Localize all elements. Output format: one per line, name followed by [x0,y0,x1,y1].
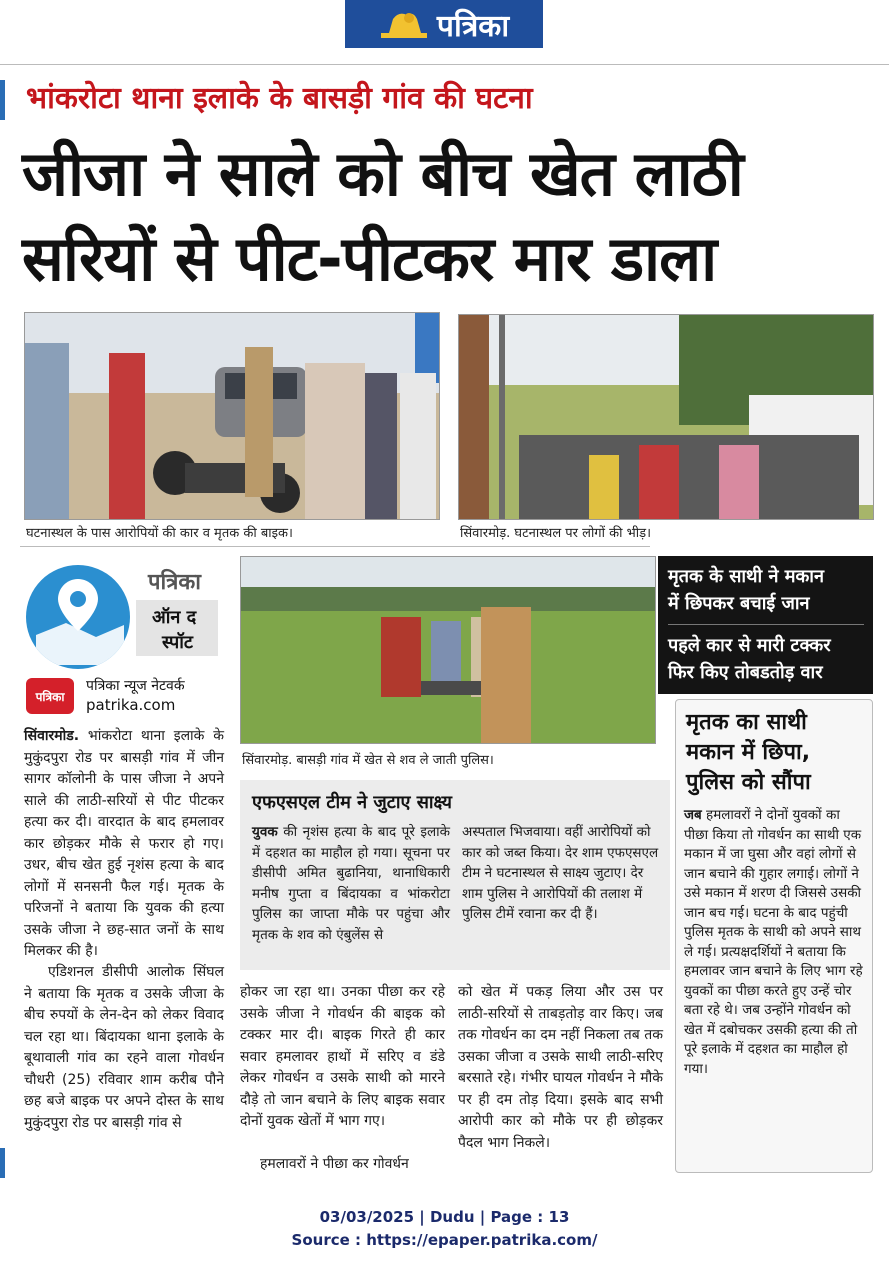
sidebar-heading-line-1: मृतक का साथी [686,710,807,735]
network-site: patrika.com [86,696,176,714]
sidebar-body [684,806,866,1079]
masthead-brand: पत्रिका [436,8,510,44]
footer-date-line: 03/03/2025 | Dudu | Page : 13 [319,1208,570,1226]
column-1-para-1 [24,726,224,963]
section-divider [20,546,650,547]
footer-source-line: Source : https://epaper.patrika.com/ [291,1231,598,1249]
network-logo: पत्रिका [26,678,74,714]
headline-line-2: सरियों से पीट-पीटकर मार डाला [22,222,717,295]
highlight-divider [668,624,864,625]
column-1-para-2: एडिशनल डीसीपी आलोक सिंघल ने बताया कि मृतक व उसके जीजा के बीच रुपयों के लेन-देन को लेकर विवाद चल रहा था। बिंदायका थाना इलाके के बूथावाली गांव का रहने वाला गोवर्धन चौधरी (25) रविवार शाम करीब पौने छह बजे बाइक पर अपने दोस्त के साथ मुकुंदपुरा रोड पर बासड़ी गांव से [24,964,224,1131]
accent-strip [0,80,5,120]
photo-crowd [458,314,874,520]
sidebar-heading-line-3: पुलिस को सौंपा [686,770,811,795]
dateline: सिंवारमोड. [24,728,80,744]
photo-field-police [240,556,656,744]
sidebar-lead: जब [684,807,702,823]
column-2-para-1: होकर जा रहा था। उनका पीछा कर रहे उसके जीजा ने गोवर्धन की बाइक को टक्कर मार दी। बाइक गिरते ही कार सवार हमलावर हाथों में सरिए व डंडे लेकर गोवर्धन व उसके साथी को मारने दौड़े तो जान बचाने के लिए बाइक सवार दोनों युवक खेतों में भाग गए। [240,984,445,1129]
photo-car-bike-image [25,313,439,519]
highlight-line-3: पहले कार से मारी टक्कर [668,635,831,656]
highlight-line-4: फिर किए तोबडतोड़ वार [668,662,823,683]
sidebar-heading-line-2: मकान में छिपा, [686,740,811,765]
lion-logo-icon [379,7,429,41]
sidebar-body-text: हमलावरों ने दोनों युवकों का पीछा किया तो गोवर्धन का साथी एक मकान में जा घुसा और वहां लोगों से जान बचाने की गुहार लगाई। लोगों ने उसे मकान में शरण दी जिससे उसकी जान बच गई। घटना के बाद पहुंची पुलिस मृतक के साथी को अपने साथ ले गई। प्रत्यक्षदर्शियों ने बताया कि हमलावर जान बचाने के लिए भाग रहे युवकों का पीछा करते हुए उन्हें चोर बता रहे थे। जब उन्होंने गोवर्धन को खेत में दबोचकर उसकी हत्या की तो पूरे इलाके में दहशत का माहौल हो गया। [684,807,863,1077]
fsl-heading: एफएसएल टीम ने जुटाए साक्ष्य [252,792,452,813]
headline-line-1: जीजा ने साले को बीच खेत लाठी [22,137,743,210]
photo-caption-center: सिंवारमोड़. बासड़ी गांव में खेत से शव ले जाती पुलिस। [242,753,494,768]
fsl-right-text: अस्पताल भिजवाया। वहीं आरोपियों को कार को जब्त किया। देर शाम एफएसएल टीम ने घटनास्थल से साक्ष्य जुटाए। देर शाम पुलिस ने आरोपियों की तलाश में पुलिस टीमें रवाना कर दी हैं। [462,824,659,922]
column-2-para-2: हमलावरों ने पीछा कर गोवर्धन [260,1156,409,1172]
on-the-spot-brand: पत्रिका [148,570,201,595]
on-the-spot-label-line-1: ऑन द [152,607,197,628]
fsl-lead: युवक [252,824,278,840]
fsl-left-text [252,822,450,945]
network-name: पत्रिका न्यूज नेटवर्क [86,678,185,694]
sidebar-heading [686,708,811,798]
masthead [345,0,543,48]
photo-caption-left: घटनास्थल के पास आरोपियों की कार व मृतक की बाइक। [26,526,293,541]
column-3-para-1: को खेत में पकड़ लिया और उस पर लाठी-सरियों से ताबड़तोड़ वार किए। जब तक गोवर्धन का दम नहीं निकला तब तक उसका जीजा व उसके साथी लाठी-सरिए बरसाते रहे। गंभीर घायल गोवर्धन ने मौके पर ही दम तोड़ दिया। इसके बाद सभी आरोपी कार को मौके पर ही छोड़कर पैदल भाग निकले। [458,984,663,1151]
photo-crowd-image [459,315,873,519]
fsl-left-body: की नृशंस हत्या के बाद पूरे इलाके में दहशत का माहौल हो गया। सूचना पर डीसीपी अमित बुढानिया, थानाधिकारी मनीष गुप्ता व बिंदायका व भांकरोटा पुलिस का जाप्ता मौके पर पहुंचा और मृतक के शव को एंबुलेंस से [252,824,450,943]
highlight-line-1: मृतक के साथी ने मकान [668,566,824,587]
top-divider [0,64,889,65]
photo-field-police-image [241,557,655,743]
column-1-para-1-text: भांकरोटा थाना इलाके के मुकुंदपुरा रोड पर बासड़ी गांव में जीन सागर कॉलोनी के पास जीजा ने अपने साले की लाठी-सरियों से पीट पीटकर हत्या कर दी। वारदात के बाद हमलावर कार छोड़कर मौके से फरार हो गए। उधर, बीच खेत हुई नृशंस हत्या के बाद लोगों में सनसनी फैल गई। मृतक के परिजनों ने बताया कि युवक की हत्या उसके जीजा ने छह-सात जनों के साथ मिलकर की है। [24,728,224,959]
highlight-line-2: में छिपकर बचाई जान [668,593,810,614]
on-the-spot-map-icon [26,565,130,669]
photo-car-bike [24,312,440,520]
photo-caption-right: सिंवारमोड़. घटनास्थल पर लोगों की भीड़। [460,526,651,541]
on-the-spot-label-line-2: स्पॉट [162,632,193,653]
accent-strip [0,1148,5,1178]
kicker: भांकरोटा थाना इलाके के बासड़ी गांव की घटना [26,81,533,116]
